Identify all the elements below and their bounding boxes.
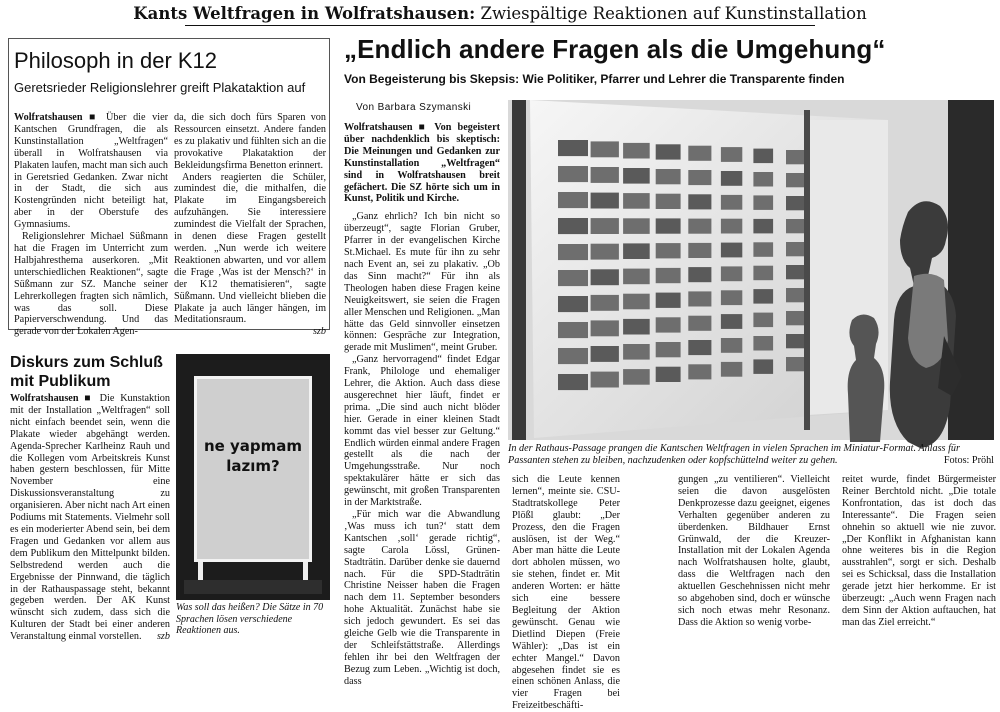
left-article-title: Philosoph in der K12: [14, 48, 218, 73]
poster-tile: [623, 294, 650, 310]
poster-tile: [721, 147, 742, 162]
poster-tile: [786, 288, 804, 302]
poster-tile: [721, 219, 742, 234]
main-article-byline: Von Barbara Szymanski: [356, 102, 472, 113]
left-article-subtitle: Geretsrieder Religionslehrer greift Plakataktion auf: [14, 80, 306, 95]
poster-tile: [753, 289, 773, 304]
poster-tile: [558, 296, 588, 312]
bottom-article-dateline: Wolfratshausen ■: [10, 393, 94, 404]
poster-tile: [786, 219, 804, 233]
poster-tile: [591, 141, 619, 157]
poster-tile: [688, 291, 711, 306]
poster-tile: [656, 218, 681, 233]
poster-tile: [558, 374, 588, 390]
poster-tile: [591, 193, 619, 209]
poster-tile: [753, 219, 773, 234]
poster-tile: [721, 171, 742, 186]
poster-tile: [753, 242, 773, 256]
poster-tile: [688, 340, 711, 355]
bottom-article-text: Die Kunstaktion mit der Installation „Weltfragen“ soll nicht einfach beendet sein, wenn die Plakate wieder abgehängt werden. Agenda-Sprecher Karlheinz Rauh und die Kollegen vom Arbeitskreis Kunst haben gestern beschlossen, für Mitte November eine Diskussionsveranstaltung zu organisieren. Aber nicht nach Art einen Podiums mit Statements. Vielmehr soll es ein moderierter Abend sein, bei dem Fragen und Gedanken vor allem aus dem Publikum den Mittelpunkt bilden. Selbstredend werden auch die Ergebnisse der Pinnwand, die täglich in der Rathauspassage steht, bekannt gegeben werden. Der AK Kunst wünscht sich zudem, dass sich die Kulturen der Stadt bei einer anderen Veranstaltung einmal vorstellen.: [10, 393, 170, 643]
poster-tile: [786, 334, 804, 348]
poster-tile: [623, 319, 650, 335]
left-article-column-2: [174, 112, 326, 338]
main-article-paragraph: gungen „zu ventilieren“. Vielleicht seien die davon ausgelösten Denkprozesse dazu geeignet, eigenes Verhalten gegenüber anderen zu überdenken. Bildhauer Ernst Grünwald, der die Kreuzer-Installation mit der Lokalen Agenda nach Wolfratshausen holte, glaubt, dass die Weltfragen nach den aktuellen Geschehnissen nicht mehr so abgehoben sind, doch er wünsche sich noch etwas mehr Resonanz. Dass die Aktion so wenig vorbe-: [678, 474, 830, 628]
poster-tile: [753, 195, 773, 210]
poster-tile: [688, 243, 711, 258]
main-article-title: „Endlich andere Fragen als die Umgehung“: [344, 34, 886, 64]
poster-tile: [558, 322, 588, 338]
poster-tile: [721, 243, 742, 258]
main-article-lead: Von begeistert über nachdenklich bis skeptisch: Die Meinungen und Gedanken zur Kunstinstallation „Weltfragen“ sind in Wolfratshausen breit gefächert. Die SZ hörte sich um in Kunst, Politik und Kirche.: [344, 122, 500, 205]
poster-tile: [688, 146, 711, 161]
sign-photo: [176, 354, 330, 600]
poster-tile: [656, 268, 681, 283]
poster-tile: [591, 218, 619, 234]
poster-tile: [786, 311, 804, 325]
poster-tile: [558, 348, 588, 364]
poster-tile: [786, 242, 804, 256]
poster-tile: [656, 293, 681, 308]
poster-tile: [688, 364, 711, 379]
poster-tile: [591, 372, 619, 388]
poster-tile: [558, 218, 588, 234]
poster-tile: [786, 196, 804, 210]
poster-tile: [721, 362, 742, 377]
left-article-paragraph: Anders reagierten die Schüler, zumindest die, die mithalfen, die Plakate im Eingangsbereich aufzuhängen. Sie interessiere zumindest die Vielfalt der Sprachen, in denen diese Fragen gestellt werden. „Nun werde ich weitere Reaktionen abwarten, und vor allem die Frage ‚Was ist der Mensch?‘ in der K12 thematisieren“, sagte Süßmann. Und vielleicht blieben die Plakate ja auch länger hängen, im Meditationsraum.: [174, 171, 326, 326]
poster-tile: [753, 149, 773, 164]
poster-tile: [558, 192, 588, 208]
poster-tile: [753, 336, 773, 351]
left-article-paragraph: da, die sich doch fürs Sparen von Ressourcen einsetzt. Andere fanden es zu plakativ und fühlten sich an die provokative Plakataktion der Bekleidungsfirma Benetton erinnert.: [174, 112, 326, 171]
poster-tile: [753, 359, 773, 374]
poster-tile: [623, 369, 650, 385]
sign-text: ne yapmam lazım?: [203, 437, 303, 475]
poster-tile: [623, 143, 650, 159]
sign-photo-caption: Was soll das heißen? Die Sätze in 70 Sprachen lösen verschiedene Reaktionen aus.: [176, 602, 324, 636]
kicker-text: Zwiespältige Reaktionen auf Kunstinstallation: [475, 4, 867, 23]
kicker-underline: [185, 25, 815, 26]
kicker-topic: Kants Weltfragen in Wolfratshausen:: [133, 4, 476, 23]
poster-tile: [558, 166, 588, 182]
poster-tile: [623, 218, 650, 234]
main-article-paragraph: „Ganz hervorragend“ findet Edgar Frank, Philologe und ehemaliger Lehrer, die Aktion. Auch dass diese ausgerechnet hier läuft, findet er prima. „Die sind auch nicht blöder hier. Gerade in einer kleinen Stadt kommt das viel besser zur Geltung.“ Endlich würden einmal andere Fragen gestellt als die nach der Umgehungsstraße. Nur noch spektakulärer hätte er sich das gewünscht, mit großen Transparenten in der Marktstraße.: [344, 354, 500, 509]
poster-tile: [753, 172, 773, 187]
left-article-paragraph: Religionslehrer Michael Süßmann hat die Fragen im Unterricht zum Halbjahresthema auserkoren. „Mit unterschiedlichen Reaktionen“, sagte Süßmann zur SZ. Manche seiner Lehrerkollegen fragten sich nämlich, was das soll. Diese Papierverschwendung. Und das gerade von der Lokalen Agen-: [14, 231, 168, 338]
poster-tile: [688, 316, 711, 331]
poster-tile: [623, 344, 650, 360]
poster-tile: [623, 193, 650, 209]
poster-tile: [656, 243, 681, 258]
photo-credit: Fotos: Pröhl: [943, 455, 994, 466]
main-article-paragraph: „Für mich war die Abwandlung ‚Was muss ich tun?‘ statt dem Kantschen ‚soll‘ gerade richtig“, sagte Carola Lössl, Grünen-Stadträtin. Darüber denke sie dauernd nach. Für die SPD-Stadträtin Christine Neisser haben die Fragen nach dem 11. September besonders hohe Aktualität. Zunächst habe sie sich jedoch gewundert. Es sei das gleiche Gelb wie die Transparente in der Schleifstättstraße. Allerdings fehlen ihr bei den Weltfragen der Bezug zum Leben. „Wichtig ist doch, dass: [344, 509, 500, 687]
poster-tile: [591, 320, 619, 336]
poster-tile: [591, 269, 619, 285]
poster-tile: [623, 243, 650, 259]
left-article-dateline: Wolfratshausen ■: [14, 112, 100, 123]
main-article-paragraph: sich die Leute kennen lernen“, meinte sie. CSU-Stadtratskollege Peter Plößl glaubt: „Der Prozess, den die Fragen auslösen, ist der Weg.“ Aber man hätte die Leute dort abholen müssen, wo sie stehen, findet er. Mit anderen Worten: er hätte sich eine bessere Begleitung der Aktion gewünscht. Genau wie Dietlind Diepen (Freie Wähler): „Das ist ein echter Mangel.“ Davon abgesehen findet sie es einen schönen Anlass, die vier Fragen bei Freizeitbeschäfti-: [512, 474, 620, 712]
poster-tile: [721, 290, 742, 305]
main-article-paragraph: reitet wurde, findet Bürgermeister Reiner Berchtold nicht. „Die totale Konfrontation, das ist doch das Interessante“. Die Fragen seien ohnehin so aktuell wie nie zuvor. „Der Konflikt in Afghanistan kann ohne weiteres bis in die Region ausstrahlen“, sorgt er sich. Deshalb sei es Schicksal, dass die Installation gerade jetzt hier herkomme. Er ist überzeugt: „Auch wenn Fragen nach dem Sinn der Aktion auftauchen, hat man das Ziel erreicht.“: [842, 474, 996, 628]
left-article-paragraph: Über die vier Kantschen Grundfragen, die als Kunstinstallation „Weltfragen“ überall in Wolfratshausen via Plakaten laufen, macht man sich auch in Geretsried Gedanken. Zwar nicht in der Stadt, die sich aus Kostengründen nicht beteiligt hat, aber in der Oberstufe des Gymnasiums.: [14, 112, 168, 231]
rathaus-passage-caption: [508, 443, 994, 467]
poster-tile: [688, 219, 711, 234]
poster-tile: [688, 194, 711, 209]
left-article-column-1: [14, 112, 168, 338]
poster-tile: [558, 244, 588, 260]
poster-tile: [591, 167, 619, 183]
main-article-column-4: [842, 474, 996, 640]
poster-tile: [721, 195, 742, 210]
poster-tile: [591, 295, 619, 311]
poster-tile: [623, 168, 650, 184]
poster-tile: [656, 169, 681, 184]
poster-tile: [558, 270, 588, 286]
left-article-signature: szb: [312, 326, 326, 338]
poster-tile: [558, 140, 588, 156]
main-article-column-1: [344, 122, 500, 687]
poster-tile: [656, 144, 681, 159]
poster-tile: [656, 342, 681, 357]
poster-tile: [786, 150, 804, 164]
poster-tile: [786, 357, 804, 371]
poster-wall-graphic: [508, 100, 994, 440]
main-article-column-3: [678, 474, 830, 640]
poster-tile: [753, 266, 773, 281]
bottom-article-title: Diskurs zum Schluß mit Publikum: [10, 354, 163, 390]
poster-tile: [753, 313, 773, 328]
poster-tile: [721, 338, 742, 353]
main-article-dateline: Wolfratshausen ■: [344, 122, 429, 133]
poster-tile: [688, 170, 711, 185]
poster-tile: [721, 314, 742, 329]
bottom-article-signature: szb: [156, 631, 170, 643]
poster-tile: [656, 194, 681, 209]
bottom-article-body: [10, 393, 170, 643]
main-article-paragraph: „Ganz ehrlich? Ich bin nicht so überzeugt“, sagte Florian Gruber, Pfarrer in der evangelischen Kirche St.Michael. Es mute für ihn zu sehr nach Event an, sei zu plakativ. „Ob das Sinn macht?“ Für ihn als Theologen haben diese Fragen keine Neuigkeitswert, sie seien die Fragen aller Menschen und Religionen. „Man hätte das Geld sinnvoller einsetzen können: Gespräche zur Integration, gerade mit Muslimen“, meint Gruber.: [344, 211, 500, 354]
poster-tile: [688, 267, 711, 282]
poster-tile: [623, 269, 650, 285]
page-kicker: [0, 4, 1000, 23]
rathaus-passage-photo: [508, 100, 994, 440]
poster-tile: [591, 346, 619, 362]
poster-tile: [786, 173, 804, 187]
main-article-subtitle: Von Begeisterung bis Skepsis: Wie Politiker, Pfarrer und Lehrer die Transparente finden: [344, 72, 845, 86]
poster-tile: [591, 244, 619, 260]
poster-tile: [786, 265, 804, 279]
poster-tile: [656, 367, 681, 382]
poster-tile: [656, 317, 681, 332]
poster-tile: [721, 266, 742, 281]
big-photo-caption-text: In der Rathaus-Passage prangen die Kantschen Weltfragen in vielen Sprachen im Miniatur-Format. Anlass für Passanten stehen zu bleiben, nachzudenken oder kopfschüttelnd weiter zu gehen.: [508, 443, 960, 466]
main-article-column-2: [512, 474, 620, 712]
